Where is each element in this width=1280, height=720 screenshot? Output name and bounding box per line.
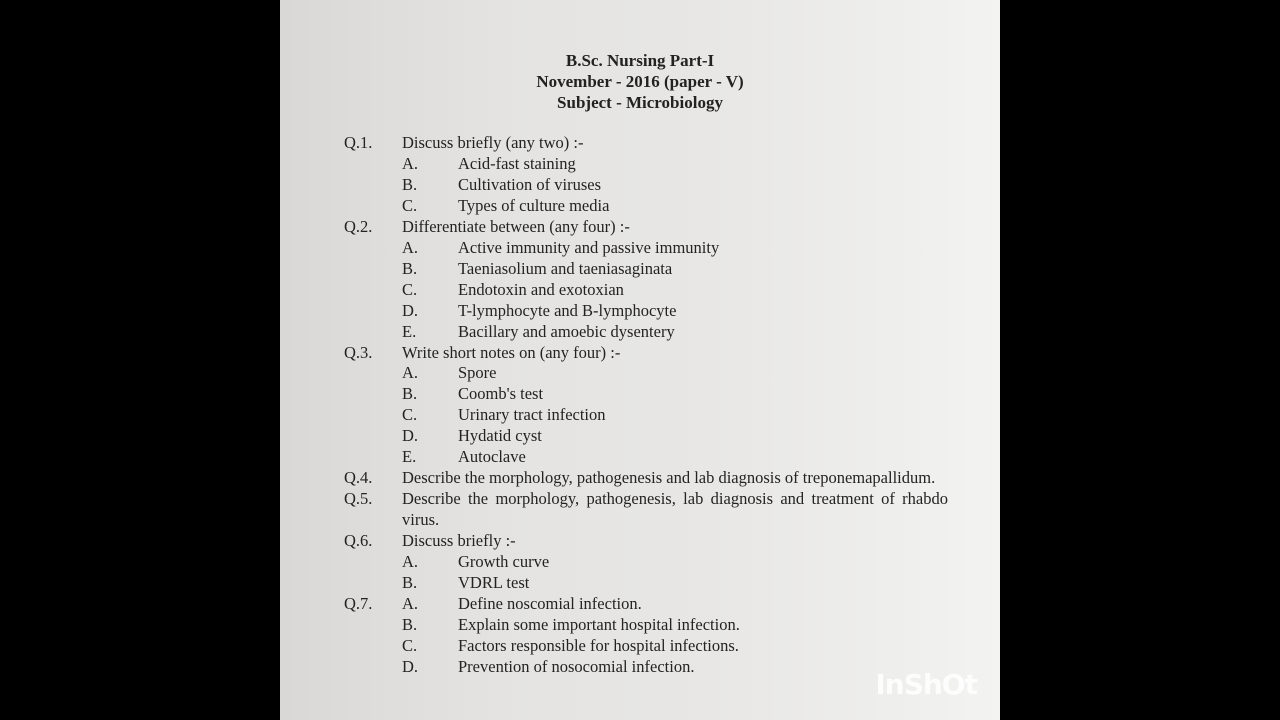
question [344,531,948,594]
subitem-label: D. [402,426,419,446]
exam-paper [280,0,1000,720]
subitem-text: Explain some important hospital infection. [458,614,740,634]
question-subitem [402,384,948,405]
question-subitem [402,657,948,678]
question-subitem [402,426,948,447]
question [344,468,948,489]
exam-date: November - 2016 (paper - V) [536,72,744,91]
question [344,343,948,469]
subitem-label: A. [402,593,419,613]
question-subitem [402,196,948,217]
subitem-label: D. [402,656,419,676]
question-subitem [402,573,948,594]
question-text: Write short notes on (any four) :- [402,342,621,362]
question [344,489,948,531]
subitem-text: Growth curve [458,552,550,572]
subitem-label: C. [402,405,418,425]
question-subitem [402,301,948,322]
question-number: Q.2. [344,216,373,236]
course-title: B.Sc. Nursing Part-I [565,51,715,70]
subitem-label: E. [402,447,417,467]
question-subitem [402,175,948,196]
subitem-label: A. [402,237,419,257]
subitem-label: C. [402,195,418,215]
question-subitem [402,636,948,657]
subitem-label: B. [402,258,418,278]
subitem-label: C. [402,635,418,655]
question-number: Q.4. [344,468,373,488]
question-number: Q.5. [344,489,373,509]
question [344,594,948,678]
subitem-text: Autoclave [458,447,526,467]
subitem-text: T-lymphocyte and B-lymphocyte [458,300,677,320]
subitem-label: A. [402,363,419,383]
subitem-label: B. [402,573,418,593]
question-subitem [402,552,948,573]
subitem-text: VDRL test [458,573,530,593]
subitem-text: Acid-fast staining [458,153,576,173]
question-number: Q.6. [344,531,373,551]
subitem-text: Define noscomial infection. [458,593,642,613]
inshot-watermark: InShOt [875,668,977,701]
subitem-label: D. [402,300,419,320]
question-subitem [402,322,948,343]
question-subitem [402,615,948,636]
question-subitem [402,154,948,175]
subitem-text: Endotoxin and exotoxian [458,279,624,299]
question [344,217,948,343]
subitem-text: Taeniasolium and taeniasaginata [458,258,673,278]
subitem-text: Spore [458,363,497,383]
question-subitem [402,447,948,468]
subitem-text: Bacillary and amoebic dysentery [458,321,675,341]
question-subitem [402,238,948,259]
subitem-text: Types of culture media [458,195,610,215]
subitem-label: B. [402,614,418,634]
question-text: Describe the morphology, pathogenesis, lab diagnosis and treatment of rhabdo virus. [402,489,948,530]
subitem-label: B. [402,174,418,194]
subitem-label: C. [402,279,418,299]
question-number: Q.3. [344,342,373,362]
subitem-label: B. [402,384,418,404]
subitem-text: Hydatid cyst [458,426,542,446]
question-text: Discuss briefly :- [402,531,516,551]
subitem-text: Coomb's test [458,384,544,404]
question-number: Q.1. [344,133,373,152]
subitem-text: Urinary tract infection [458,405,606,425]
subitem-text: Active immunity and passive immunity [458,237,720,257]
question-text: Describe the morphology, pathogenesis and lab diagnosis of treponemapallidum. [402,468,936,488]
question-subitem [402,259,948,280]
subitem-label: A. [402,153,419,173]
question-subitem [402,363,948,384]
question-text: Differentiate between (any four) :- [402,216,630,236]
subject-title: Subject - Microbiology [557,93,723,112]
question-text: Discuss briefly (any two) :- [402,133,584,152]
question-subitem [402,280,948,301]
question [344,133,948,217]
question-number: Q.7. [344,593,373,613]
question-subitem [402,594,948,615]
subitem-text: Factors responsible for hospital infections. [458,635,739,655]
question-list [344,133,948,678]
subitem-text: Prevention of nosocomial infection. [458,656,695,676]
subitem-label: A. [402,552,419,572]
subitem-text: Cultivation of viruses [458,174,601,194]
subitem-label: E. [402,321,417,341]
question-subitem [402,405,948,426]
